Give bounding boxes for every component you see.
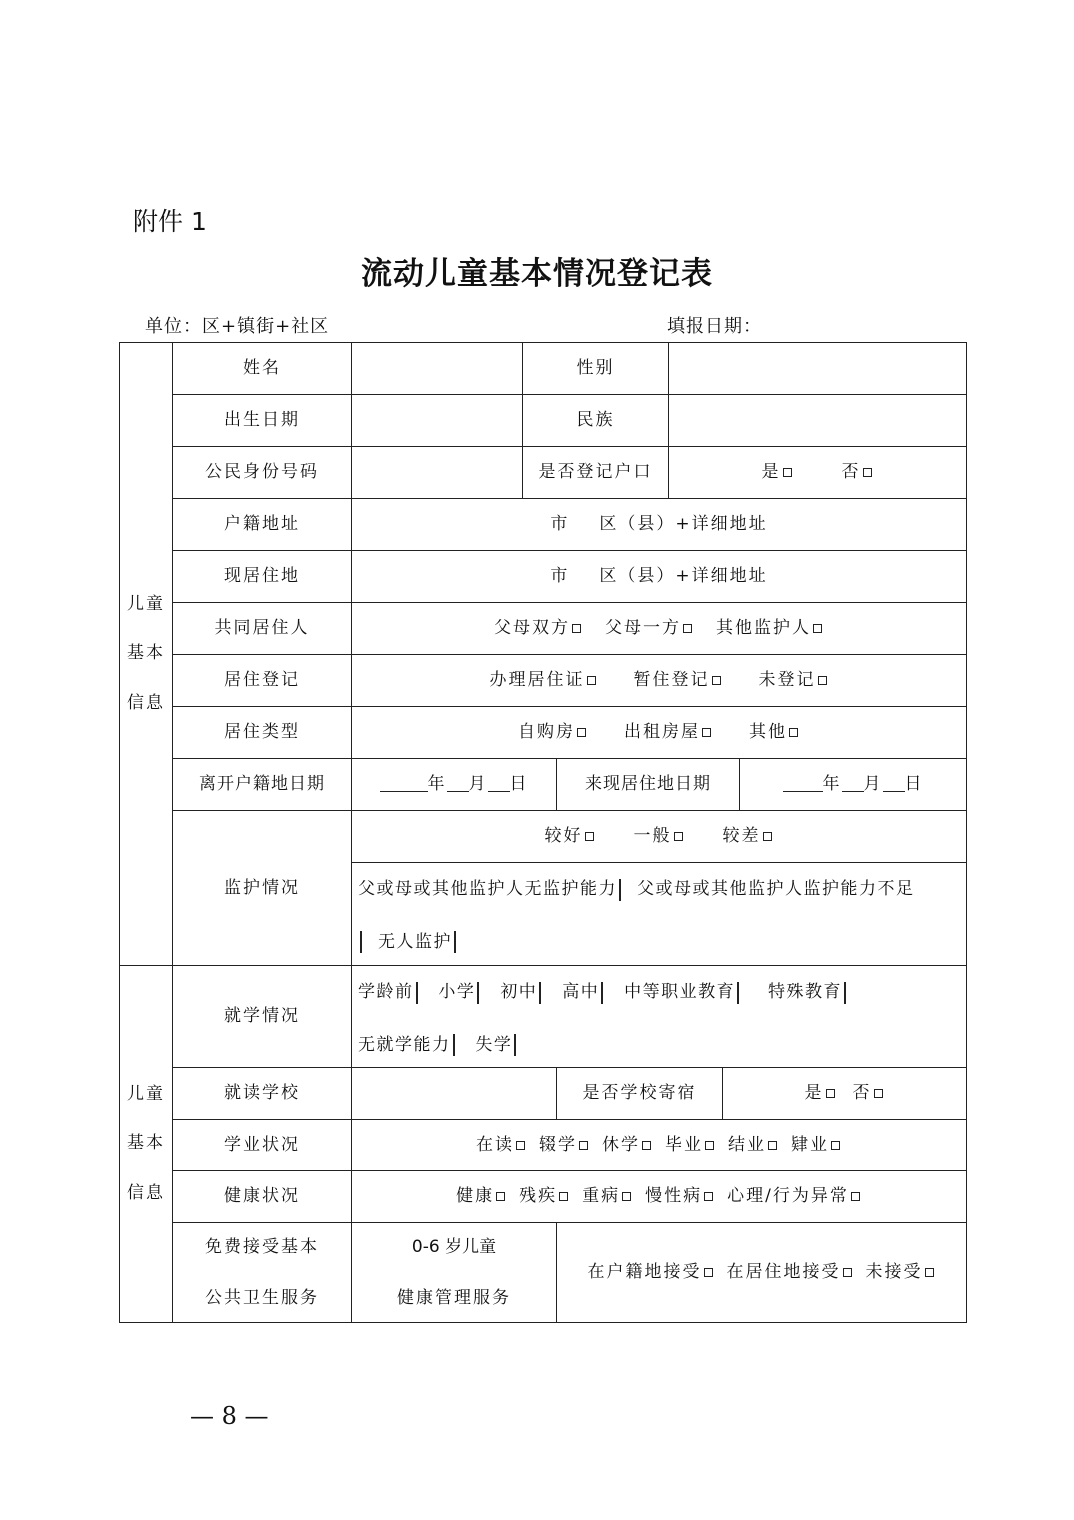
checkbox[interactable] [601, 982, 603, 1004]
field-study-status: 在读 辍学 休学 毕业 结业 肄业 [351, 1119, 967, 1171]
checkbox[interactable] [763, 832, 772, 841]
checkbox[interactable] [477, 982, 479, 1004]
label-residence-type: 居住类型 [172, 706, 352, 759]
checkbox[interactable] [674, 832, 683, 841]
option-no: 否 [841, 462, 861, 483]
label-current-address: 现居住地 [172, 550, 352, 603]
checkbox[interactable] [831, 1141, 840, 1150]
label-residence-registration: 居住登记 [172, 654, 352, 707]
attachment-label: 附件 1 [133, 207, 207, 236]
field-public-health: 在户籍地接受 在居住地接受 未接受 [556, 1222, 967, 1323]
checkbox[interactable] [783, 468, 792, 477]
checkbox[interactable] [622, 1192, 631, 1201]
field-schooling: 学龄前 小学 初中 高中 中等职业教育 特殊教育 无就学能力 失学 [351, 965, 967, 1068]
checkbox[interactable] [416, 982, 418, 1004]
field-health: 健康 残疾 重病 慢性病 心理/行为异常 [351, 1170, 967, 1223]
section-label-line: 儿童 [127, 1084, 165, 1105]
field-hukou-address[interactable]: 市 区（县）+详细地址 [351, 498, 967, 551]
field-arrive-date[interactable]: 年 月 日 [739, 758, 967, 811]
checkbox[interactable] [579, 1141, 588, 1150]
section-label-line: 信息 [127, 1182, 165, 1203]
checkbox[interactable] [704, 1268, 713, 1277]
label-birth-date: 出生日期 [172, 394, 352, 447]
label-child-health: 0-6 岁儿童 健康管理服务 [351, 1222, 557, 1323]
checkbox[interactable] [704, 1192, 713, 1201]
field-residence-registration: 办理居住证 暂住登记 未登记 [351, 654, 967, 707]
checkbox[interactable] [863, 468, 872, 477]
label-hukou-address: 户籍地址 [172, 498, 352, 551]
field-birth-date[interactable] [351, 394, 523, 447]
checkbox[interactable] [572, 624, 581, 633]
checkbox[interactable] [577, 728, 586, 737]
field-leave-date[interactable]: 年 月 日 [351, 758, 557, 811]
label-gender: 性别 [522, 342, 669, 395]
checkbox[interactable] [737, 982, 739, 1004]
checkbox[interactable] [539, 982, 541, 1004]
label-arrive-date: 来现居住地日期 [556, 758, 740, 811]
unit-label: 单位：区+镇街+社区 [145, 316, 330, 337]
section-label-basic-info-1 [119, 342, 173, 966]
checkbox[interactable] [642, 1141, 651, 1150]
field-ethnic[interactable] [668, 394, 967, 447]
checkbox[interactable] [516, 1141, 525, 1150]
field-hukou-registered [668, 446, 967, 499]
field-name[interactable] [351, 342, 523, 395]
checkbox[interactable] [496, 1192, 505, 1201]
label-public-health: 免费接受基本 公共卫生服务 [172, 1222, 352, 1323]
label-schooling: 就学情况 [172, 965, 352, 1068]
label-co-residents: 共同居住人 [172, 602, 352, 655]
checkbox[interactable] [585, 832, 594, 841]
section-label-line: 基本 [127, 1133, 165, 1154]
checkbox[interactable] [874, 1089, 883, 1098]
field-co-residents: 父母双方 父母一方 其他监护人 [351, 602, 967, 655]
field-current-address[interactable]: 市 区（县）+详细地址 [351, 550, 967, 603]
field-school[interactable] [351, 1067, 557, 1120]
label-guardianship: 监护情况 [172, 810, 352, 966]
checkbox[interactable] [768, 1141, 777, 1150]
checkbox[interactable] [712, 676, 721, 685]
field-guardianship-quality: 较好 一般 较差 [351, 810, 967, 863]
label-name: 姓名 [172, 342, 352, 395]
label-leave-date: 离开户籍地日期 [172, 758, 352, 811]
label-ethnic: 民族 [522, 394, 669, 447]
checkbox[interactable] [587, 676, 596, 685]
field-boarding: 是 否 [722, 1067, 967, 1120]
label-id-number: 公民身份号码 [172, 446, 352, 499]
checkbox[interactable] [454, 931, 456, 953]
label-boarding: 是否学校寄宿 [556, 1067, 723, 1120]
label-hukou-registered: 是否登记户口 [522, 446, 669, 499]
checkbox[interactable] [789, 728, 798, 737]
checkbox[interactable] [826, 1089, 835, 1098]
checkbox[interactable] [559, 1192, 568, 1201]
field-guardianship-issues: 父或母或其他监护人无监护能力 父或母或其他监护人监护能力不足 无人监护 [351, 862, 967, 966]
field-residence-type: 自购房 出租房屋 其他 [351, 706, 967, 759]
checkbox[interactable] [925, 1268, 934, 1277]
section-label-line: 信息 [127, 692, 165, 713]
section-label-line: 儿童 [127, 594, 165, 615]
field-gender[interactable] [668, 342, 967, 395]
checkbox[interactable] [619, 879, 621, 901]
document-title: 流动儿童基本情况登记表 [361, 256, 713, 292]
label-school: 就读学校 [172, 1067, 352, 1120]
checkbox[interactable] [818, 676, 827, 685]
field-id-number[interactable] [351, 446, 523, 499]
checkbox[interactable] [844, 982, 846, 1004]
checkbox[interactable] [683, 624, 692, 633]
checkbox[interactable] [843, 1268, 852, 1277]
page-number: — 8 — [190, 1402, 269, 1430]
option-yes: 是 [761, 462, 781, 483]
checkbox[interactable] [453, 1034, 455, 1056]
checkbox[interactable] [813, 624, 822, 633]
section-label-basic-info-2 [119, 965, 173, 1323]
checkbox[interactable] [514, 1034, 516, 1056]
label-study-status: 学业状况 [172, 1119, 352, 1171]
checkbox[interactable] [851, 1192, 860, 1201]
checkbox[interactable] [702, 728, 711, 737]
checkbox[interactable] [360, 931, 362, 953]
label-health: 健康状况 [172, 1170, 352, 1223]
section-label-line: 基本 [127, 643, 165, 664]
checkbox[interactable] [705, 1141, 714, 1150]
report-date-label: 填报日期： [667, 316, 762, 337]
